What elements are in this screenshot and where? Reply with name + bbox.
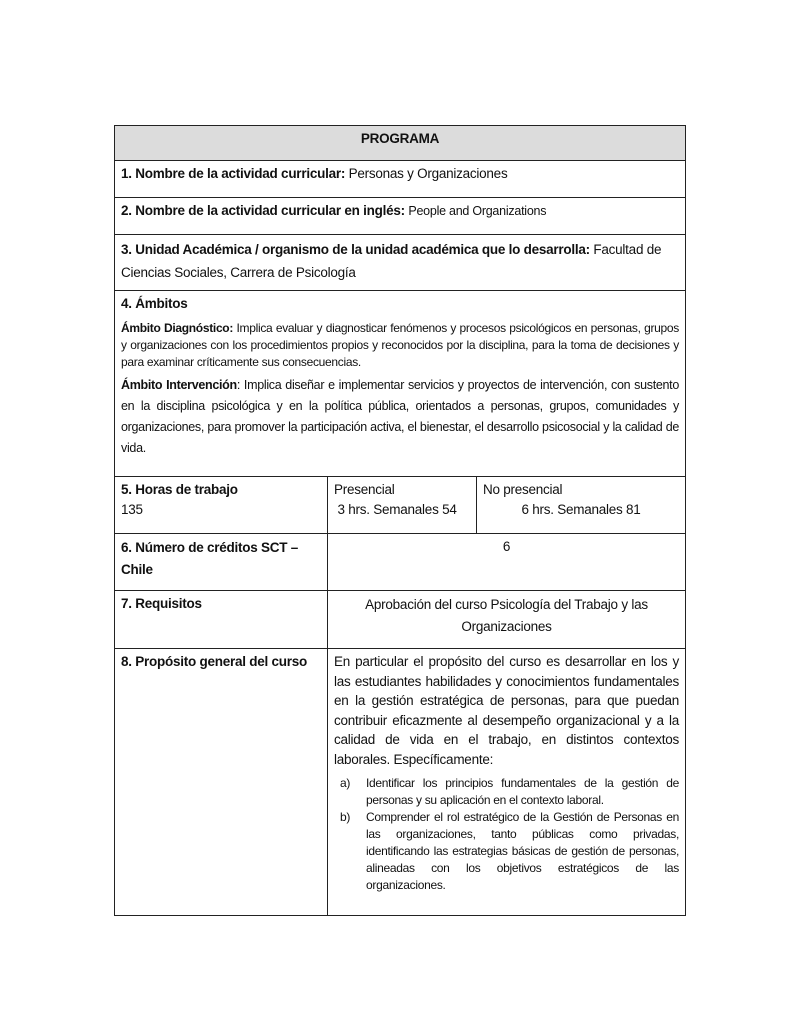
list-item [340, 775, 679, 809]
diag-text: Implica evaluar y diagnosticar fenómenos y procesos psicológicos en personas, grupos y organizaciones con los procedimientos propios y reconocidos por la disciplina, para la toma de decisiones y para examinar críticamente sus consecuencias. [121, 321, 679, 369]
value: People and Organizations [408, 204, 547, 218]
ambito-diagnostico [121, 320, 679, 371]
hours-no-presencial-cell [476, 476, 686, 534]
row-activity-name-english [114, 197, 686, 235]
hours-label-cell [114, 476, 328, 534]
label: 2. Nombre de la actividad curricular en inglés: [121, 203, 405, 218]
row-activity-name [114, 160, 686, 198]
objectives-list [334, 775, 679, 894]
credits-value-cell [327, 533, 686, 591]
label: No presencial [483, 482, 563, 497]
row-academic-unit [114, 234, 686, 291]
purpose-text: En particular el propósito del curso es desarrollar en los y las estudiantes habilidades y conocimientos fundamentales en la gestión estratégica de personas, para que puedan contribuir eficazmente al desempeño organizacional y a la calidad de vida en el trabajo, en distintos contextos laborales. Específicamente: [334, 654, 679, 767]
label: 6. Número de créditos SCT – Chile [121, 540, 299, 577]
value: 6 [502, 539, 511, 554]
value: 6 hrs. Semanales 81 [521, 502, 641, 517]
label: 4. Ámbitos [121, 296, 188, 311]
label: 5. Horas de trabajo [121, 482, 238, 497]
marker: b) [340, 810, 351, 824]
hours-presencial-cell [327, 476, 477, 534]
interv-text: : Implica diseñar e implementar servicios y proyectos de intervención, con sustento en la disciplina psicológica y en la política pública, orientados a personas, grupos, comunidades y organizaciones, para promover la participación activa, el bienestar, el desarrollo psicosocial y la calidad de vida. [121, 378, 679, 455]
value: Personas y Organizaciones [348, 166, 508, 181]
list-item [340, 809, 679, 894]
purpose-value-cell [327, 648, 686, 916]
diag-label: Ámbito Diagnóstico: [121, 321, 234, 335]
purpose-label-cell [114, 648, 328, 916]
item-text: Comprender el rol estratégico de la Gestión de Personas en las organizaciones, tanto públicas como privadas, identificando las estrategias básicas de gestión de personas, alineadas con los objetivos estratégicos de las organizaciones. [366, 810, 679, 892]
value: 3 hrs. Semanales 54 [337, 502, 457, 517]
row-ambitos [114, 290, 686, 477]
interv-label: Ámbito Intervención [121, 378, 237, 392]
requisites-label-cell [114, 590, 328, 649]
total-hours: 135 [121, 502, 143, 517]
label: 1. Nombre de la actividad curricular: [121, 166, 346, 181]
marker: a) [340, 776, 351, 790]
program-title: PROGRAMA [360, 131, 440, 146]
label: 3. Unidad Académica / organismo de la unidad académica que lo desarrolla: [121, 242, 590, 257]
label: Presencial [334, 482, 395, 497]
ambito-intervencion [121, 375, 679, 459]
credits-label-cell [114, 533, 328, 591]
label: 8. Propósito general del curso [121, 654, 308, 669]
table-header [114, 125, 686, 161]
value: Aprobación del curso Psicología del Trabajo y las Organizaciones [365, 597, 648, 634]
value: Facultad de Ciencias Sociales, Carrera de Psicología [121, 242, 662, 280]
item-text: Identificar los principios fundamentales de la gestión de personas y su aplicación en el contexto laboral. [366, 776, 679, 807]
requisites-value-cell [327, 590, 686, 649]
label: 7. Requisitos [121, 596, 202, 611]
